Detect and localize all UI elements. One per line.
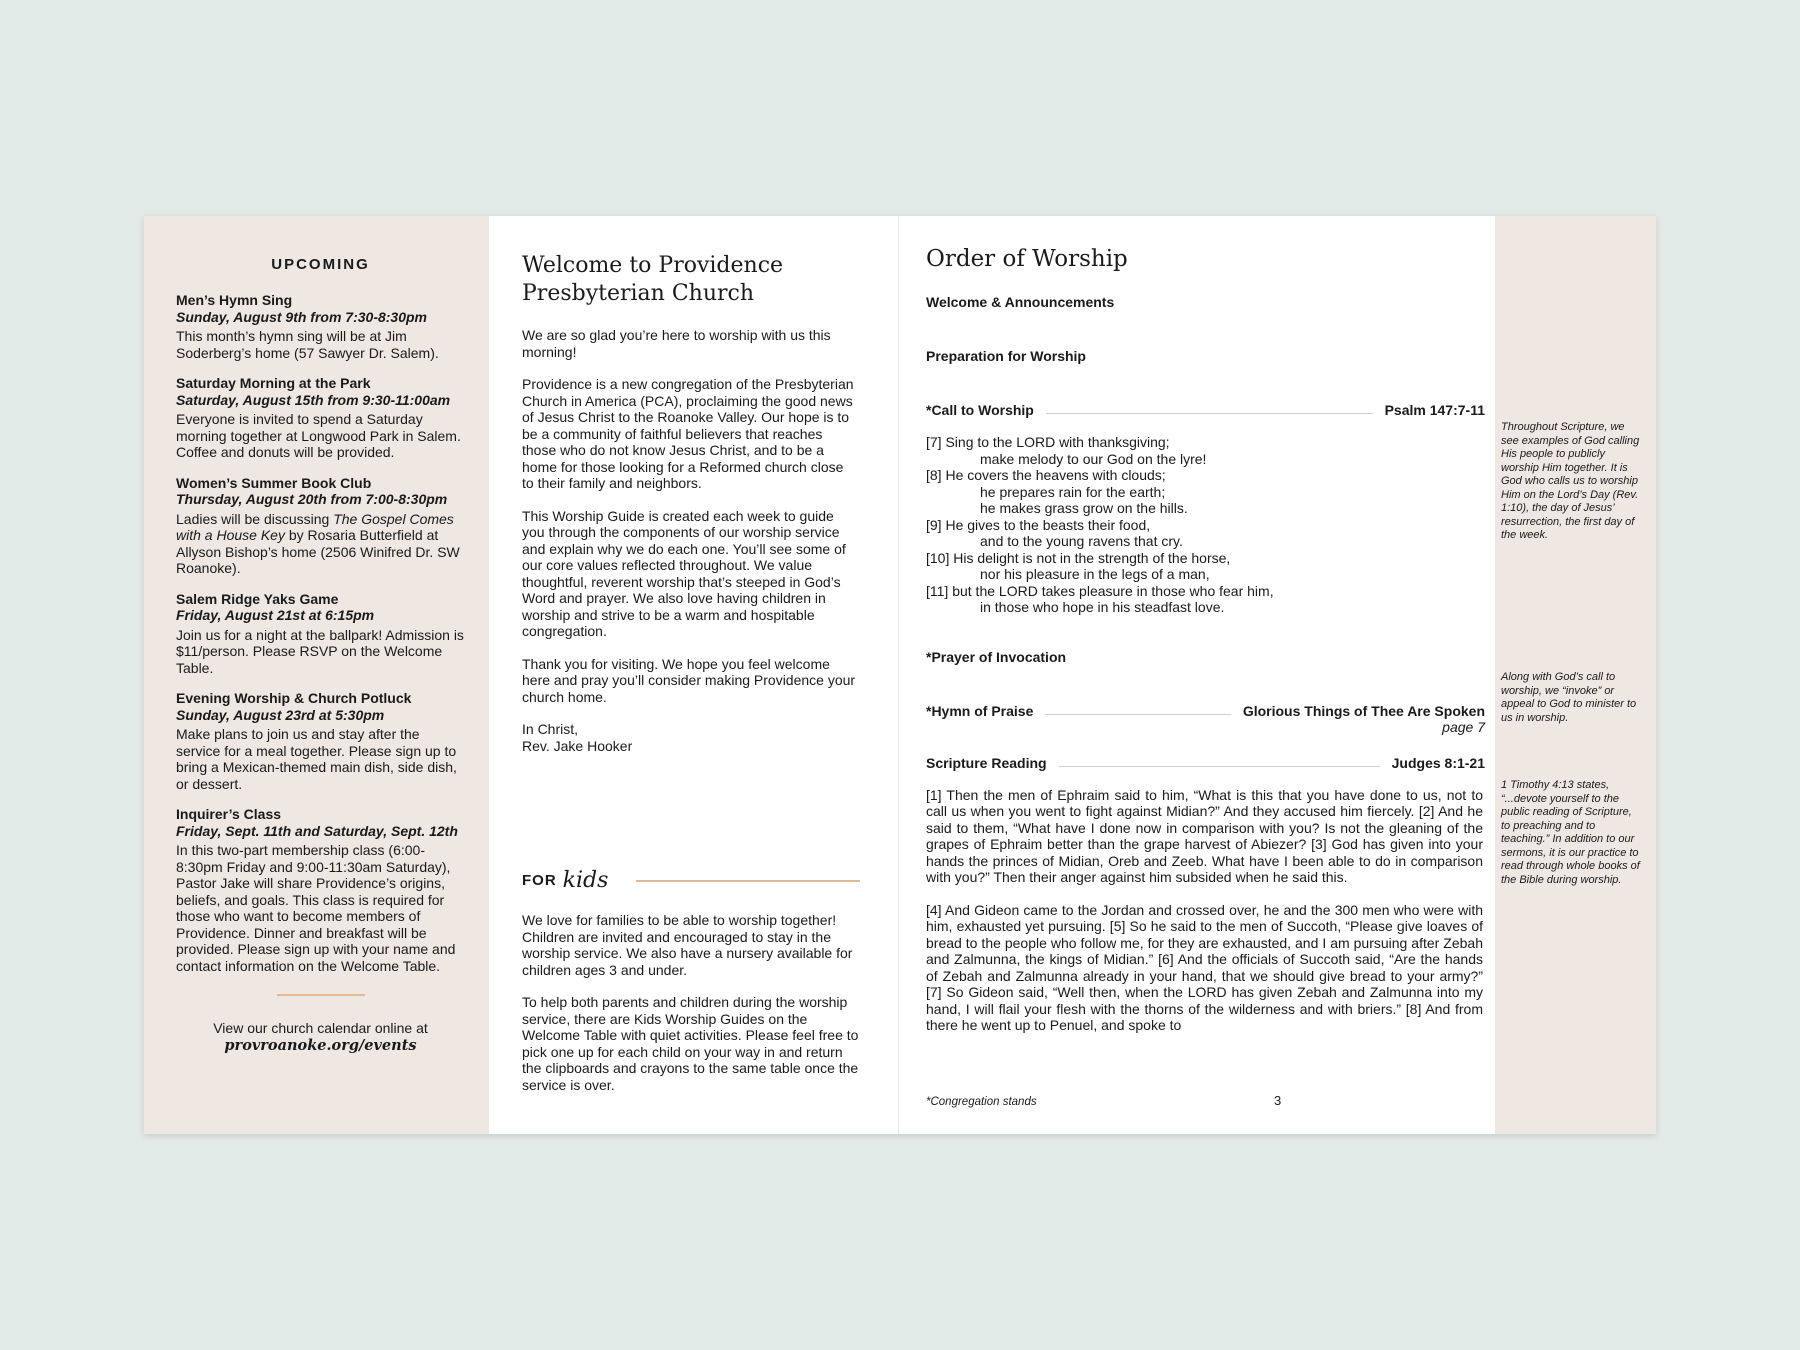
call-to-worship-ref: Psalm 147:7-11 <box>1384 402 1485 418</box>
congregation-stands-note: *Congregation stands <box>926 1096 1037 1108</box>
leader-line <box>1059 766 1380 767</box>
call-to-worship-label: *Call to Worship <box>926 402 1034 418</box>
event-date: Friday, Sept. 11th and Saturday, Sept. 12th <box>176 822 458 839</box>
scripture-reading-label: Scripture Reading <box>926 754 1047 771</box>
event-title: Saturday Morning at the Park <box>176 375 371 391</box>
upcoming-heading: UPCOMING <box>271 256 370 273</box>
psalm-line: nor his pleasure in the legs of a man, <box>980 566 1210 582</box>
kids-heading <box>522 868 860 893</box>
kids-label: kids <box>562 868 609 893</box>
event-description: In this two-part membership class (6:00-8:30pm Friday and 9:00-11:30am Saturday), Pastor Jake will share Providence’s origins, beliefs, and goals. This class is required for those who want to become members of Providence. Dinner and breakfast will be provided. Please sign up with your name and contact information on the Welcome Table. <box>176 842 456 974</box>
event-book-club <box>176 475 465 577</box>
psalm-line: [9] He gives to the beasts their food, <box>926 516 1151 533</box>
leader-line <box>1046 413 1373 414</box>
prayer-of-invocation-item: *Prayer of Invocation <box>926 648 1067 665</box>
event-potluck <box>176 690 465 792</box>
event-title: Inquirer’s Class <box>176 806 282 822</box>
event-date: Thursday, August 20th from 7:00-8:30pm <box>176 491 448 507</box>
welcome-paragraph: Thank you for visiting. We hope you feel welcome here and pray you’ll consider making Providence your church home. <box>522 655 856 705</box>
kids-section <box>522 912 860 1109</box>
event-description: Join us for a night at the ballpark! Admission is $11/person. Please RSVP on the Welcome Table. <box>176 626 464 676</box>
calendar-text: View our church calendar online at <box>213 1020 428 1036</box>
leader-line <box>1045 714 1230 715</box>
calendar-link[interactable]: provroanoke.org/events <box>224 1037 417 1054</box>
event-description-post: by Rosaria Butterfield at Allyson Bishop’s home (2506 Winifred Dr. SW Roanoke). <box>176 527 460 576</box>
scripture-reading-ref: Judges 8:1-21 <box>1391 754 1485 771</box>
event-description: This month’s hymn sing will be at Jim Soderberg’s home (57 Sawyer Dr. Salem). <box>176 328 439 361</box>
event-inquirers-class <box>176 806 465 974</box>
event-title: Men’s Hymn Sing <box>176 292 293 308</box>
welcome-panel <box>489 216 899 1134</box>
psalm-line: [11] but the LORD takes pleasure in those who fear him, <box>926 582 1274 599</box>
event-description <box>176 511 465 577</box>
welcome-title-line2: Presbyterian Church <box>522 281 755 306</box>
psalm-line: [10] His delight is not in the strength of the horse, <box>926 549 1231 566</box>
welcome-announcements-item: Welcome & Announcements <box>926 294 1115 310</box>
kids-paragraph: To help both parents and children during the worship service, there are Kids Worship Guides on the Welcome Table with quiet activities. Please feel free to pick one up for each child on your way in and return the clipboards and crayons to the same table once the service is over. <box>522 994 859 1093</box>
closing: In Christ, <box>522 721 579 737</box>
page-number: 3 <box>1274 1093 1282 1108</box>
event-date: Friday, August 21st at 6:15pm <box>176 607 375 623</box>
welcome-paragraph: Providence is a new congregation of the Presbyterian Church in America (PCA), proclaiming the good news of Jesus Christ to the Roanoke Valley. Our hope is to be a community of faithful believers that reaches those who do not know Jesus Christ, and to be a home for those looking for a Reformed church close to their family and neighbors. <box>522 376 854 491</box>
event-date: Saturday, August 15th from 9:30-11:00am <box>176 391 451 408</box>
psalm-line: and to the young ravens that cry. <box>980 533 1183 549</box>
event-park-morning <box>176 375 465 461</box>
psalm-line: make melody to our God on the lyre! <box>980 450 1207 467</box>
call-to-worship-row <box>926 402 1485 418</box>
event-yaks-game <box>176 591 465 677</box>
event-description: Everyone is invited to spend a Saturday morning together at Longwood Park in Salem. Coffee and donuts will be provided. <box>176 411 461 460</box>
welcome-paragraph: This Worship Guide is created each week to guide you through the components of our worship service and explain why we do each one. You’ll see some of our core values reflected throughout. We value thoughtful, reverent worship that’s steeped in God’s Word and prayer. We also love having children in worship and strive to be a warm and hospitable congregation. <box>522 507 846 639</box>
divider <box>636 880 860 882</box>
scripture-text: [1] Then the men of Ephraim said to him, “What is this that you have done to us, not to call us when you went to fight against Midian?” And they accused him fiercely. [2] And he said to them, “What have I done now in comparison with you? Is not the gleaning of the grapes of Ephraim better than the grape harvest of Abiezer? [3] God has given into your hands the princes of Midian, Oreb and Zeeb. What have I been able to do in comparison with you?” Then their anger against him subsided when he said this. <box>926 786 1483 885</box>
psalm-text <box>926 434 1485 616</box>
side-note-invocation: Along with God’s call to worship, we “invoke” or appeal to God to minister to us in worship. <box>1501 671 1637 724</box>
order-of-worship-title: Order of Worship <box>926 246 1128 272</box>
order-of-worship-panel <box>899 216 1495 1134</box>
preparation-item: Preparation for Worship <box>926 348 1086 364</box>
event-hymn-sing <box>176 292 465 361</box>
welcome-paragraph: We are so glad you’re here to worship with us this morning! <box>522 327 831 360</box>
psalm-line: he prepares rain for the earth; <box>980 483 1166 500</box>
upcoming-panel <box>144 216 489 1134</box>
event-description: Make plans to join us and stay after the service for a meal together. Please sign up to bring a Mexican-themed main dish, side dish, or dessert. <box>176 726 457 792</box>
welcome-signoff <box>522 721 858 754</box>
welcome-title <box>522 252 858 308</box>
event-title: Women’s Summer Book Club <box>176 474 372 491</box>
signature: Rev. Jake Hooker <box>522 737 633 754</box>
hymn-label: *Hymn of Praise <box>926 702 1034 719</box>
side-note-reading: 1 Timothy 4:13 states, “...devote yourself to the public reading of Scripture, to preaching and to teaching.” In addition to our sermons, it is our practice to read through whole books of the Bible during worship. <box>1501 779 1640 886</box>
hymn-row <box>926 703 1485 719</box>
book-title: The Gospel Comes with a House Key <box>176 510 454 543</box>
bulletin-spread <box>144 216 1656 1134</box>
event-description-pre: Ladies will be discussing <box>176 510 334 527</box>
hymn-title: Glorious Things of Thee Are Spoken <box>1242 702 1485 719</box>
side-notes-panel <box>1495 216 1656 1134</box>
psalm-line: [8] He covers the heavens with clouds; <box>926 467 1166 483</box>
divider <box>277 994 365 996</box>
event-date: Sunday, August 23rd at 5:30pm <box>176 706 385 723</box>
scripture-reading-row <box>926 755 1485 771</box>
event-date: Sunday, August 9th from 7:30-8:30pm <box>176 308 428 325</box>
scripture-text: [4] And Gideon came to the Jordan and crossed over, he and the 300 men who were with him, exhausted yet pursuing. [5] So he said to the men of Succoth, “Please give loaves of bread to the people who follow me, for they are exhausted, and I am pursuing after Zebah and Zalmunna, the kings of Midian.” [6] And the officials of Succoth said, “Are the hands of Zebah and Zalmunna already in your hand, that we should give bread to your army?” [7] So Gideon said, “Well then, when the LORD has given Zebah and Zalmunna into my hand, I will flail your flesh with the thorns of the wilderness and with briers.” [8] And from there he went up to Penuel, and spoke to <box>926 901 1483 1033</box>
psalm-line: he makes grass grow on the hills. <box>980 500 1188 516</box>
psalm-line: in those who hope in his steadfast love. <box>980 599 1225 615</box>
event-title: Evening Worship & Church Potluck <box>176 690 412 706</box>
hymn-page: page 7 <box>1442 718 1485 735</box>
kids-paragraph: We love for families to be able to worship together! Children are invited and encouraged to stay in the worship service. We also have a nursery available for children ages 3 and under. <box>522 912 853 978</box>
side-note-call: Throughout Scripture, we see examples of God calling His people to publicly worship Him together. It is God who calls us to worship Him on the Lord’s Day (Rev. 1:10), the day of Jesus’ resurrection, the first day of the week. <box>1501 421 1640 541</box>
psalm-line: [7] Sing to the LORD with thanksgiving; <box>926 434 1170 450</box>
kids-for-label: FOR <box>522 872 557 889</box>
welcome-title-line1: Welcome to Providence <box>522 253 784 278</box>
event-title: Salem Ridge Yaks Game <box>176 590 339 607</box>
